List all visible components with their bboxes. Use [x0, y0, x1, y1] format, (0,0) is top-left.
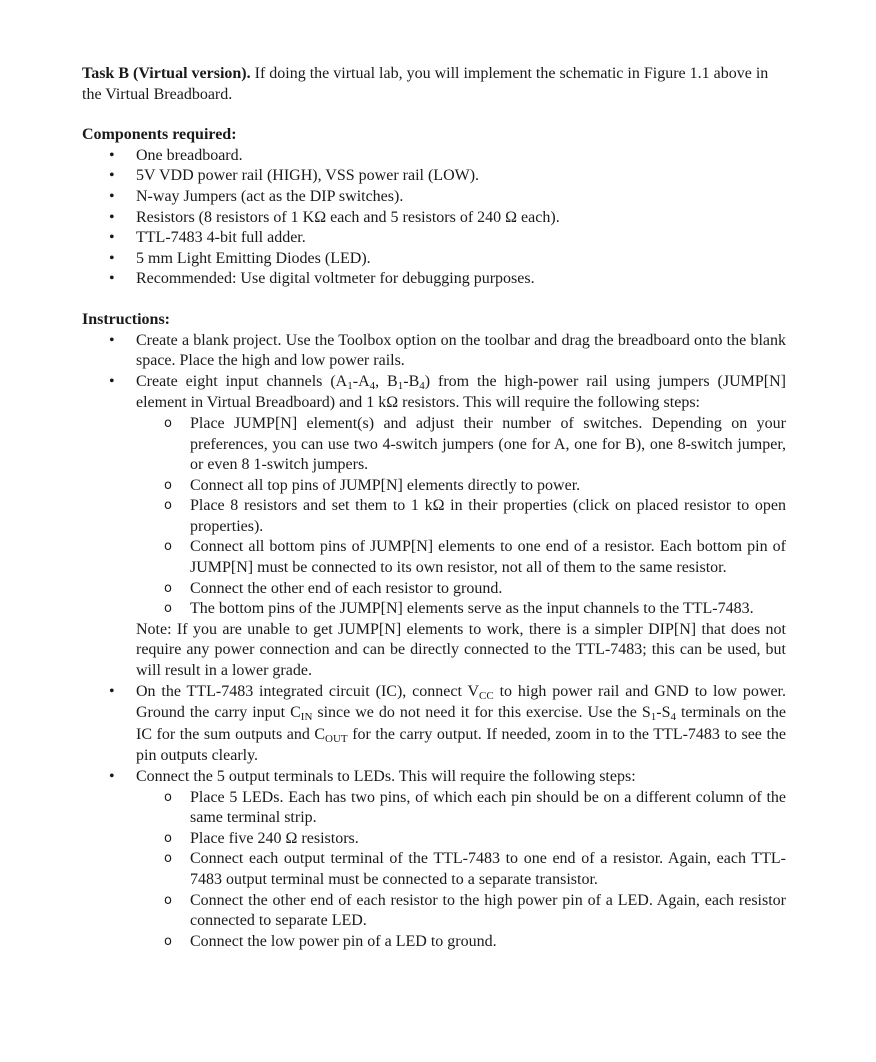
step-4-substeps [136, 788, 786, 953]
list-item: • 5V VDD power rail (HIGH), VSS power rail (LOW). [136, 166, 786, 187]
instruction-step-1: • Create a blank project. Use the Toolbox option on the toolbar and drag the breadboard onto the blank space. Place the high and low power rails. [136, 331, 786, 372]
sub-list-item: o The bottom pins of the JUMP[N] elements serve as the input channels to the TTL-7483. [190, 599, 786, 620]
list-item: • Resistors (8 resistors of 1 KΩ each and 5 resistors of 240 Ω each). [136, 208, 786, 229]
list-item: • N-way Jumpers (act as the DIP switches). [136, 187, 786, 208]
sub-list-item: o Place five 240 Ω resistors. [190, 829, 786, 850]
sub-list-item: o Connect the other end of each resistor to the high power pin of a LED. Again, each resistor connected to separate LED. [190, 891, 786, 932]
step-2-substeps [136, 414, 786, 620]
note-paragraph: Note: If you are unable to get JUMP[N] elements to work, there is a simpler DIP[N] that does not require any power connection and can be directly connected to the TTL-7483; this can be used, but will result in a lower grade. [136, 620, 786, 680]
list-item: • One breadboard. [136, 146, 786, 167]
task-paragraph [82, 64, 786, 105]
sub-list-item: o Place 8 resistors and set them to 1 kΩ in their properties (click on placed resistor to open properties). [190, 496, 786, 537]
task-text: If doing the virtual lab, you will implement the schematic in Figure 1.1 above in the Virtual Breadboard. [82, 65, 769, 103]
components-list [82, 146, 786, 290]
document-page [82, 64, 786, 952]
sub-list-item: o Connect all top pins of JUMP[N] elements directly to power. [190, 476, 786, 497]
sub-list-item: o Connect all bottom pins of JUMP[N] elements to one end of a resistor. Each bottom pin of JUMP[N] must be connected to its own resistor, not all of them to the same resistor. [190, 537, 786, 578]
instructions-list [82, 331, 786, 953]
sub-list-item: o Place 5 LEDs. Each has two pins, of which each pin should be on a different column of the same terminal strip. [190, 788, 786, 829]
list-item: • Recommended: Use digital voltmeter for debugging purposes. [136, 269, 786, 290]
instruction-step-3: • On the TTL-7483 integrated circuit (IC), connect VCC to high power rail and GND to low power. Ground the carry input CIN since we do not need it for this exercise. Use the S1-S4 terminals on the IC for the sum outputs and COUT for the carry output. If needed, zoom in to the TTL-7483 to see the pin outputs clearly. [136, 682, 786, 767]
sub-list-item: o Place JUMP[N] element(s) and adjust their number of switches. Depending on your preferences, you can use two 4-switch jumpers (one for A, one for B), one 8-switch jumper, or even 8 1-switch jumpers. [190, 414, 786, 476]
sub-list-item: o Connect the low power pin of a LED to ground. [190, 932, 786, 953]
instruction-step-4: • Connect the 5 output terminals to LEDs. This will require the following steps: o Place 5 LEDs. Each has two pins, of which each pin should be on a different column of the same terminal strip. o Place five 240 Ω resistors. o Connect each output terminal of the TTL-7483 to one end of a resistor. Again, each TTL-7483 output terminal must be connected to a separate transistor. o Connect the other end of each resistor to the high power pin of a LED. Again, each resistor connected to separate LED. o Connect the low power pin of a LED to ground. [136, 767, 786, 952]
instructions-heading: Instructions: [82, 310, 171, 328]
task-heading: Task B (Virtual version). [82, 65, 251, 82]
components-heading: Components required: [82, 126, 237, 144]
sub-list-item: o Connect each output terminal of the TTL-7483 to one end of a resistor. Again, each TTL-7483 output terminal must be connected to a separate transistor. [190, 849, 786, 890]
instruction-step-2: • Create eight input channels (A1-A4, B1-B4) from the high-power rail using jumpers (JUMP[N] element in Virtual Breadboard) and 1 kΩ resistors. This will require the following steps: o Place JUMP[N] element(s) and adjust their number of switches. Depending on your preferences, you can use two 4-switch jumpers (one for A, one for B), one 8-switch jumper, or even 8 1-switch jumpers. o Connect all top pins of JUMP[N] elements directly to power. o Place 8 resistors and set them to 1 kΩ in their properties (click on placed resistor to open properties). o Connect all bottom pins of JUMP[N] elements to one end of a resistor. Each bottom pin of JUMP[N] must be connected to its own resistor, not all of them to the same resistor. o Connect the other end of each resistor to ground. o The bottom pins of the JUMP[N] elements serve as the input channels to the TTL-7483. Note: If you are unable to get JUMP[N] elements to work, there is a simpler DIP[N] that does not require any power connection and can be directly connected to the TTL-7483; this can be used, but will result in a lower grade. [136, 372, 786, 682]
sub-list-item: o Connect the other end of each resistor to ground. [190, 579, 786, 600]
list-item: • 5 mm Light Emitting Diodes (LED). [136, 249, 786, 270]
list-item: • TTL-7483 4-bit full adder. [136, 228, 786, 249]
